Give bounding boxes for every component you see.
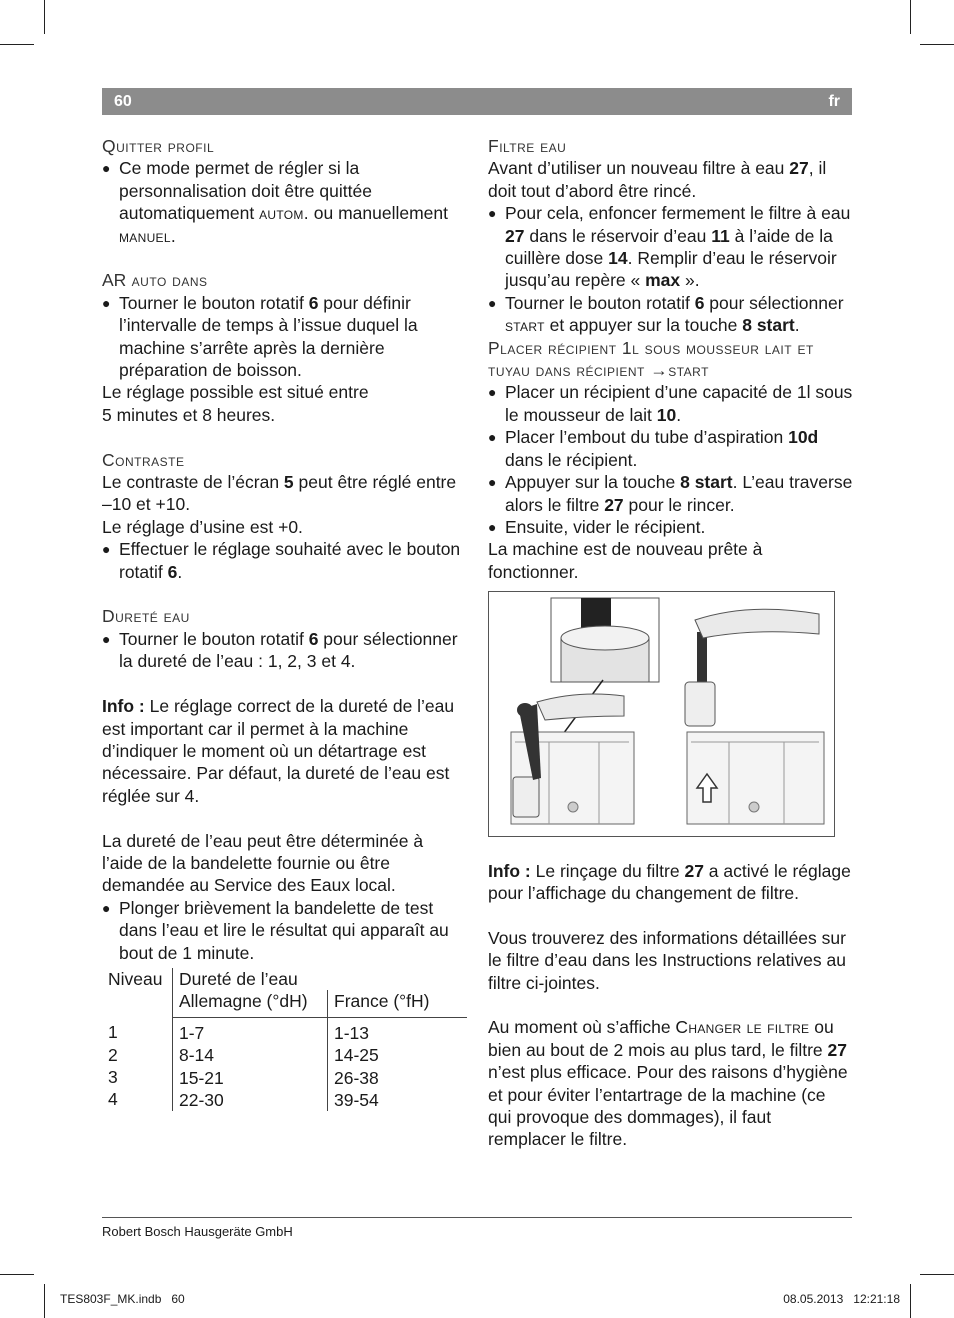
table-header-france: France (°fH) xyxy=(328,990,468,1017)
text: à l’aide de la cuillère dose xyxy=(505,225,833,269)
bullet-contraste xyxy=(102,538,467,583)
heading-durete-eau: Dureté eau xyxy=(102,606,190,627)
crop-mark xyxy=(910,1284,911,1318)
text: pour le rincer. xyxy=(623,494,735,515)
ref-number: 6 xyxy=(308,628,319,649)
text: n’est plus efficace. Pour des raisons d’hygiène et pour éviter l’entartrage de la machine (ce qui provoque des dommages), il faut remplacer le filtre. xyxy=(488,1062,848,1150)
filter-illustration xyxy=(488,591,835,837)
ref-number: 6 xyxy=(308,292,319,313)
text: Effectuer le réglage souhaité avec le bouton rotatif xyxy=(119,539,461,582)
crop-mark xyxy=(0,44,34,45)
ref-number: 11 xyxy=(711,225,730,246)
bullet-placer-4: ● Ensuite, vider le récipient. xyxy=(488,516,853,538)
text: . L’eau traverse alors le filtre xyxy=(505,472,853,515)
crop-mark xyxy=(44,0,45,34)
key-label: 8 start xyxy=(680,472,733,493)
table-cell-france: 1-13 14-25 26-38 39-54 xyxy=(328,1017,468,1111)
bullet-bandelette: ● Plonger brièvement la bandelette de test dans l’eau et lire le résultat qui apparaît au bout de 1 minute. xyxy=(102,897,467,964)
footer-company: Robert Bosch Hausgeräte GmbH xyxy=(102,1224,293,1239)
language-code: fr xyxy=(828,93,840,110)
text: . Remplir d’eau le réservoir jusqu’au repère « xyxy=(505,248,837,291)
text: pour définir l’intervalle de temps à l’issue duquel la machine s’arrête après la dernière préparation de boisson. xyxy=(119,292,418,381)
crop-mark xyxy=(910,0,911,34)
max-mark: max xyxy=(645,270,681,291)
text: pour sélectionner xyxy=(704,292,844,313)
table-header-durete: Dureté de l’eau xyxy=(173,968,468,990)
text: Le contraste de l’écran xyxy=(102,472,284,493)
ref-number: 6 xyxy=(694,292,705,313)
text: a activé le réglage pour l’affichage du changement de filtre. xyxy=(488,860,851,903)
paragraph: Le réglage d’usine est +0. xyxy=(102,516,303,537)
text: peut être réglé entre –10 et +10. xyxy=(102,472,457,515)
text: pour sélectionner la dureté de l’eau : 1, 2, 3 et 4. xyxy=(119,628,458,672)
ref-number: 27 xyxy=(604,494,624,515)
bullet-placer-2 xyxy=(488,426,853,471)
table-header-row xyxy=(102,968,467,990)
table-header-allemagne: Allemagne (°dH) xyxy=(173,990,328,1017)
print-slug-file: TES803F_MK.indb 60 xyxy=(60,1292,185,1306)
heading-ar-rest: auto dans xyxy=(126,270,208,291)
info-paragraph xyxy=(488,860,853,905)
paragraph xyxy=(488,157,853,202)
ref-number: 6 xyxy=(167,561,178,582)
bullet-ar xyxy=(102,292,467,382)
bullet-filtre-1 xyxy=(488,202,853,292)
table-cell-allemagne: 1-7 8-14 15-21 22-30 xyxy=(173,1017,328,1111)
heading-contraste: Contraste xyxy=(102,449,185,470)
crop-mark xyxy=(920,1274,954,1275)
bullet-placer-3 xyxy=(488,471,853,516)
ref-number: 10d xyxy=(788,427,819,448)
text: Placer un récipient d’une capacité de 1l sous le mousseur de lait xyxy=(505,382,853,425)
text: . xyxy=(794,315,800,336)
text: . xyxy=(170,225,176,246)
text: , il doit tout d’abord être rincé. xyxy=(488,158,827,201)
key-label: 8 start xyxy=(742,315,795,336)
display-text-start: start xyxy=(505,315,545,336)
heading-filtre-eau: Filtre eau xyxy=(488,136,567,156)
text: ». xyxy=(680,270,700,291)
text: Tourner le bouton rotatif xyxy=(119,628,309,649)
info-label: Info : xyxy=(488,860,531,881)
ref-number: 27 xyxy=(684,860,704,881)
text: Tourner le bouton rotatif xyxy=(505,292,695,313)
footer-divider xyxy=(102,1217,852,1218)
text: Au moment où s’affiche xyxy=(488,1017,676,1038)
text: Tourner le bouton rotatif xyxy=(119,292,309,313)
paragraph: La dureté de l’eau peut être déterminée à l’aide de la bandelette fournie ou être demandée au Service des Eaux local. xyxy=(102,830,424,896)
text: et appuyer sur la touche xyxy=(544,315,743,336)
bullet-filtre-2 xyxy=(488,292,853,337)
text: ou bien au bout de 2 mois au plus tard, le filtre xyxy=(488,1017,834,1060)
paragraph: La machine est de nouveau prête à fonctionner. xyxy=(488,539,763,582)
hardness-table xyxy=(102,968,467,1111)
heading-ar-auto-dans xyxy=(102,269,467,291)
bullet-placer-1 xyxy=(488,381,853,426)
paragraph xyxy=(488,1016,853,1150)
paragraph: Vous trouverez des informations détaillées sur le filtre d’eau dans les Instructions relatives au filtre ci-jointes. xyxy=(488,927,846,993)
filter-illustration-svg xyxy=(489,592,834,836)
text: dans le réservoir d’eau xyxy=(524,225,712,246)
ref-number: 10 xyxy=(656,404,677,425)
text: Placer l’embout du tube d’aspiration xyxy=(505,427,789,448)
display-text-autom: autom. xyxy=(259,203,309,224)
ref-number: 27 xyxy=(827,1039,847,1060)
crop-mark xyxy=(0,1274,34,1275)
text: Le rinçage du filtre xyxy=(530,860,685,881)
paragraph xyxy=(102,471,467,516)
text: Avant d’utiliser un nouveau filtre à eau xyxy=(488,158,790,179)
info-paragraph xyxy=(102,695,467,807)
table-header-niveau: Niveau xyxy=(108,968,163,989)
text: Pour cela, enfoncer fermement le filtre à eau xyxy=(505,203,851,224)
ref-number: 14 xyxy=(608,248,628,269)
text: . xyxy=(177,561,183,582)
paragraph: 5 minutes et 8 heures. xyxy=(102,404,276,425)
print-slug-date: 08.05.2013 12:21:18 xyxy=(783,1292,900,1306)
crop-mark xyxy=(44,1284,45,1318)
page-header-bar xyxy=(102,88,852,115)
page-number: 60 xyxy=(114,93,132,110)
ref-number: 5 xyxy=(283,472,294,493)
bullet-quitter xyxy=(102,157,467,247)
bullet-durete xyxy=(102,628,467,673)
display-text-manuel: manuel xyxy=(119,225,171,246)
crop-mark xyxy=(920,44,954,45)
text: . xyxy=(676,404,682,425)
table-cell-niveaux: 1 2 3 4 xyxy=(108,1022,118,1110)
left-column xyxy=(102,135,467,1111)
text: Ce mode permet de régler si la personnalisation doit être quittée automatiquement xyxy=(119,158,372,224)
table-row xyxy=(102,1017,467,1111)
right-column xyxy=(488,135,853,1151)
text: Appuyer sur la touche xyxy=(505,472,681,493)
heading-placer-recipient: Placer récipient 1l sous mousseur lait et tuyau dans récipient →start xyxy=(488,337,814,381)
text: ou manuellement xyxy=(308,203,448,224)
text: Le réglage correct de la dureté de l’eau est important car il permet à la machine d’indiquer le moment où un détartrage est nécessaire. Par défaut, la dureté de l’eau est réglée sur 4. xyxy=(102,696,455,806)
paragraph: Le réglage possible est situé entre xyxy=(102,382,369,403)
info-label: Info : xyxy=(102,696,145,717)
display-text-changer-filtre: Changer le filtre xyxy=(675,1017,810,1038)
heading-quitter-profil: Quitter profil xyxy=(102,136,215,156)
text: dans le récipient. xyxy=(505,449,638,470)
ref-number: 27 xyxy=(505,225,525,246)
ref-number: 27 xyxy=(789,158,809,179)
heading-ar: AR xyxy=(102,270,127,291)
